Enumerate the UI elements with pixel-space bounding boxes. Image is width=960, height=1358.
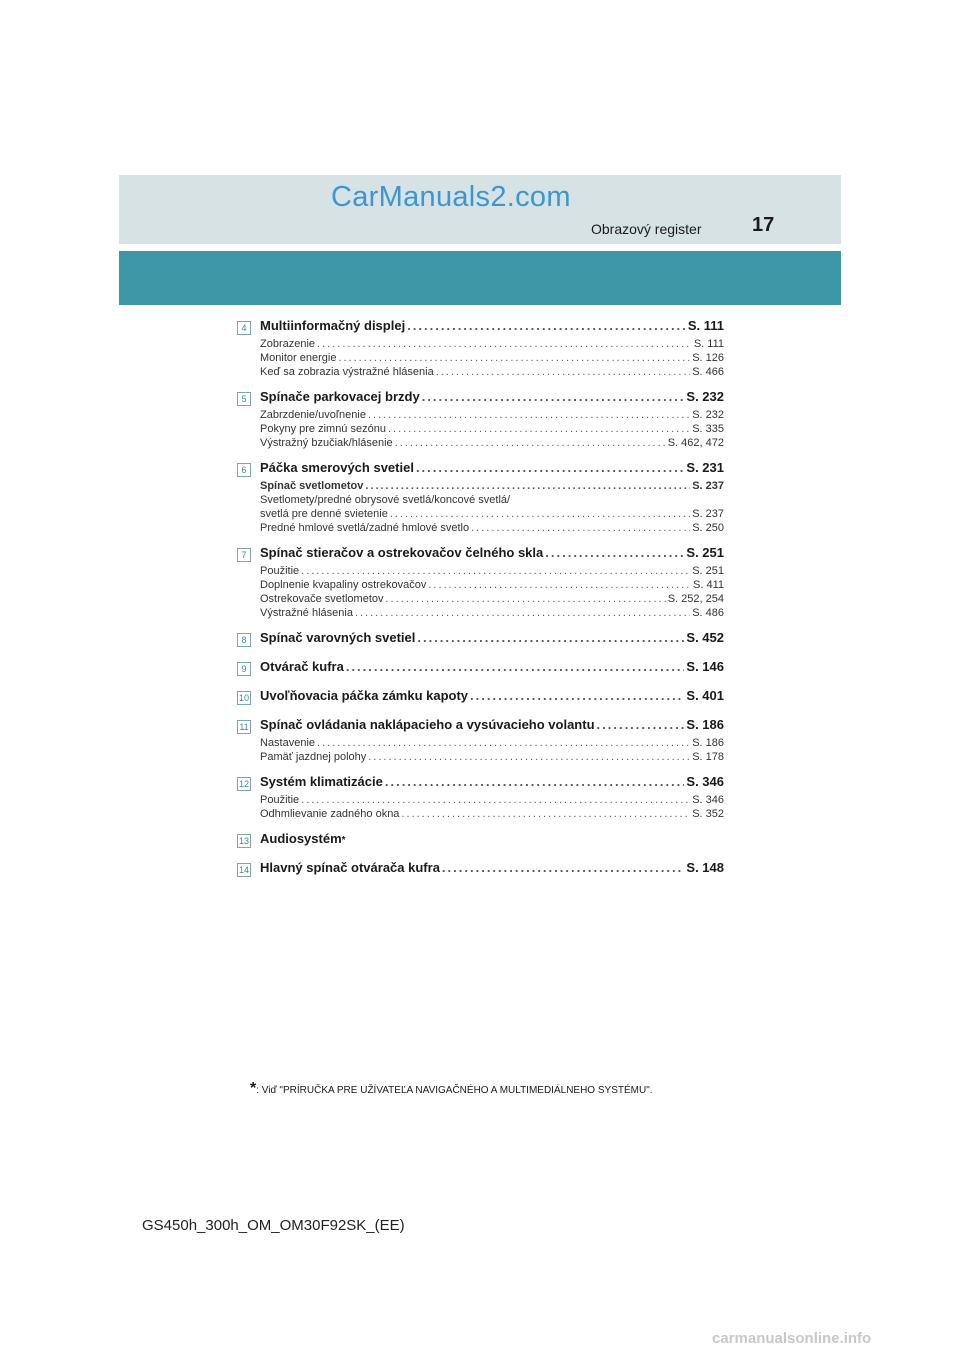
entry-title: Systém klimatizácie	[260, 774, 383, 789]
entry-title: Spínač ovládania naklápacieho a vysúvacieho volantu	[260, 717, 595, 732]
sub-entry-page-ref: S. 237	[692, 508, 724, 520]
entry-title: Hlavný spínač otvárača kufra	[260, 860, 440, 875]
sub-entry[interactable]	[260, 808, 724, 822]
index-entry	[237, 389, 724, 451]
entry-title-line[interactable]	[260, 318, 724, 338]
sub-entry-label: Použitie	[260, 565, 300, 577]
sub-entry-page-ref: S. 486	[692, 607, 724, 619]
sub-entry-label: Zobrazenie	[260, 338, 316, 350]
entry-page-ref: S. 231	[686, 460, 724, 475]
sub-entry[interactable]	[260, 794, 724, 808]
sub-entry[interactable]	[260, 352, 724, 366]
sub-entry-page-ref: S. 111	[693, 338, 724, 350]
leader-dots	[317, 737, 690, 749]
sub-entry-label: Ostrekovače svetlometov	[260, 593, 384, 605]
item-number-badge: 12	[238, 779, 249, 789]
leader-dots	[416, 460, 684, 475]
leader-dots	[417, 630, 684, 645]
entry-title-line[interactable]	[260, 659, 724, 679]
sub-entry-page-ref: S. 250	[692, 522, 724, 534]
entry-title: Spínače parkovacej brzdy	[260, 389, 420, 404]
sub-entry-page-ref: S. 252, 254	[667, 593, 724, 605]
leader-dots	[470, 688, 684, 703]
footnote-star: *	[250, 1080, 257, 1097]
entry-title-line[interactable]	[260, 717, 724, 737]
sub-entry-label: svetlá pre denné svietenie	[260, 508, 388, 520]
sub-entry[interactable]	[260, 565, 724, 579]
sub-entry-page-ref: S. 346	[692, 794, 724, 806]
leader-dots	[407, 318, 686, 333]
item-number-badge: 10	[238, 693, 249, 703]
sub-entry-label: Predné hmlové svetlá/zadné hmlové svetlo	[260, 522, 470, 534]
sub-entry-label: Doplnenie kvapaliny ostrekovačov	[260, 579, 427, 591]
entry-title-line[interactable]	[260, 688, 724, 708]
index-entry	[237, 860, 724, 880]
sub-entry[interactable]	[260, 423, 724, 437]
leader-dots	[428, 579, 691, 591]
header-band	[119, 251, 841, 305]
item-number-badge: 13	[238, 836, 249, 846]
sub-entry-page-ref: S. 466	[692, 366, 724, 378]
leader-dots	[436, 366, 691, 378]
item-number-badge: 14	[238, 865, 249, 875]
item-number-badge: 9	[237, 662, 251, 676]
index-entry	[237, 717, 724, 765]
sub-entry-page-ref: S. 232	[692, 409, 724, 421]
leader-dots	[301, 794, 690, 806]
sub-entry-label: Monitor energie	[260, 352, 337, 364]
entry-title-line[interactable]	[260, 460, 724, 480]
document-code: GS450h_300h_OM_OM30F92SK_(EE)	[142, 1217, 405, 1234]
entry-page-ref: S. 111	[687, 318, 724, 333]
leader-dots	[388, 423, 690, 435]
leader-dots	[355, 607, 690, 619]
entry-title-line[interactable]	[260, 831, 724, 851]
footnote-marker: *	[341, 835, 346, 846]
sub-entry[interactable]	[260, 366, 724, 380]
sub-entry[interactable]	[260, 579, 724, 593]
sub-entry-page-ref: S. 462, 472	[667, 437, 724, 449]
item-number-badge: 8	[237, 633, 251, 647]
entry-page-ref: S. 452	[686, 630, 724, 645]
watermark-footer[interactable]: carmanualsonline.info	[712, 1330, 872, 1347]
sub-entry-page-ref: S. 251	[692, 565, 724, 577]
leader-dots	[395, 437, 666, 449]
sub-entry[interactable]	[260, 737, 724, 751]
entry-page-ref: S. 251	[686, 545, 724, 560]
entry-page-ref: S. 346	[686, 774, 724, 789]
index-entry	[237, 831, 724, 851]
index-entry	[237, 774, 724, 822]
item-number-badge: 6	[237, 463, 251, 477]
entry-page-ref: S. 401	[686, 688, 724, 703]
index-entry	[237, 545, 724, 621]
index-entry	[237, 318, 724, 380]
sub-entry-page-ref: S. 178	[692, 751, 724, 763]
item-number-badge: 7	[237, 548, 251, 562]
entry-title-line[interactable]	[260, 389, 724, 409]
leader-dots	[390, 508, 690, 520]
page-number: 17	[752, 214, 775, 236]
entry-title: Multiinformačný displej	[260, 318, 406, 333]
leader-dots	[386, 593, 666, 605]
sub-entry[interactable]	[260, 409, 724, 423]
entry-page-ref: S. 186	[686, 717, 724, 732]
footnote	[250, 1080, 653, 1098]
sub-entry-page-ref: S. 126	[692, 352, 724, 364]
item-number-badge: 5	[237, 392, 251, 406]
footnote-text: : Viď "PRÍRUČKA PRE UŽÍVATEĽA NAVIGAČNÉHO A MULTIMEDIÁLNEHO SYSTÉMU".	[256, 1085, 653, 1096]
sub-entry-page-ref: S. 335	[692, 423, 724, 435]
sub-entry-page-ref: S. 237	[692, 480, 724, 492]
item-number-badge: 11	[237, 720, 251, 734]
sub-entry[interactable]	[260, 607, 724, 621]
leader-dots	[442, 860, 684, 875]
entry-title: Otvárač kufra	[260, 659, 344, 674]
leader-dots	[385, 774, 685, 789]
index-entry	[237, 688, 724, 708]
sub-entry-text: Svetlomety/predné obrysové svetlá/koncové svetlá/	[260, 494, 511, 506]
watermark-logo[interactable]: CarManuals2.com	[331, 181, 571, 213]
leader-dots	[301, 565, 690, 577]
sub-entry[interactable]	[260, 480, 724, 494]
sub-entry[interactable]	[260, 437, 724, 451]
leader-dots	[317, 338, 692, 350]
index-entry	[237, 659, 724, 679]
leader-dots	[368, 751, 690, 763]
sub-entry-label: Použitie	[260, 794, 300, 806]
entry-page-ref: S. 148	[686, 860, 724, 875]
index-entry	[237, 630, 724, 650]
sub-entry-page-ref: S. 411	[693, 579, 724, 591]
entry-title: Páčka smerových svetiel	[260, 460, 414, 475]
sub-entry-label: Výstražné hlásenia	[260, 607, 353, 619]
entry-title: Spínač stieračov a ostrekovačov čelného skla	[260, 545, 544, 560]
entry-title-line[interactable]	[260, 774, 724, 794]
leader-dots	[401, 808, 690, 820]
sub-entry-label: Pokyny pre zimnú sezónu	[260, 423, 386, 435]
entry-title: Audiosystém	[260, 831, 342, 846]
leader-dots	[338, 352, 690, 364]
leader-dots	[365, 480, 690, 492]
sub-entry-label: Výstražný bzučiak/hlásenie	[260, 437, 393, 449]
leader-dots	[597, 717, 685, 732]
sub-entry-label: Odhmlievanie zadného okna	[260, 808, 400, 820]
leader-dots	[368, 409, 690, 421]
entry-title-line[interactable]	[260, 860, 724, 880]
page-header	[119, 175, 841, 244]
sub-entry-label: Keď sa zobrazia výstražné hlásenia	[260, 366, 434, 378]
section-title: Obrazový register	[591, 221, 702, 237]
leader-dots	[346, 659, 685, 674]
leader-dots	[545, 545, 684, 560]
index-list	[237, 318, 724, 889]
sub-entry-label: Pamäť jazdnej polohy	[260, 751, 367, 763]
sub-entry-page-ref: S. 186	[692, 737, 724, 749]
entry-title-line[interactable]	[260, 545, 724, 565]
entry-title: Uvoľňovacia páčka zámku kapoty	[260, 688, 469, 703]
entry-title-line[interactable]	[260, 630, 724, 650]
sub-entry[interactable]	[260, 593, 724, 607]
entry-page-ref: S. 232	[686, 389, 724, 404]
item-number-badge: 4	[237, 321, 251, 335]
leader-dots	[471, 522, 690, 534]
sub-entry[interactable]	[260, 751, 724, 765]
sub-entry-page-ref: S. 352	[692, 808, 724, 820]
sub-entry[interactable]	[260, 338, 724, 352]
index-entry	[237, 460, 724, 536]
sub-entry-label: Nastavenie	[260, 737, 316, 749]
leader-dots	[422, 389, 685, 404]
entry-title: Spínač varovných svetiel	[260, 630, 416, 645]
entry-page-ref: S. 146	[686, 659, 724, 674]
sub-entry-label: Spínač svetlometov	[260, 480, 364, 492]
sub-entry[interactable]	[260, 522, 724, 536]
sub-entry-label: Zabrzdenie/uvoľnenie	[260, 409, 366, 421]
sub-entry[interactable]	[260, 508, 724, 522]
